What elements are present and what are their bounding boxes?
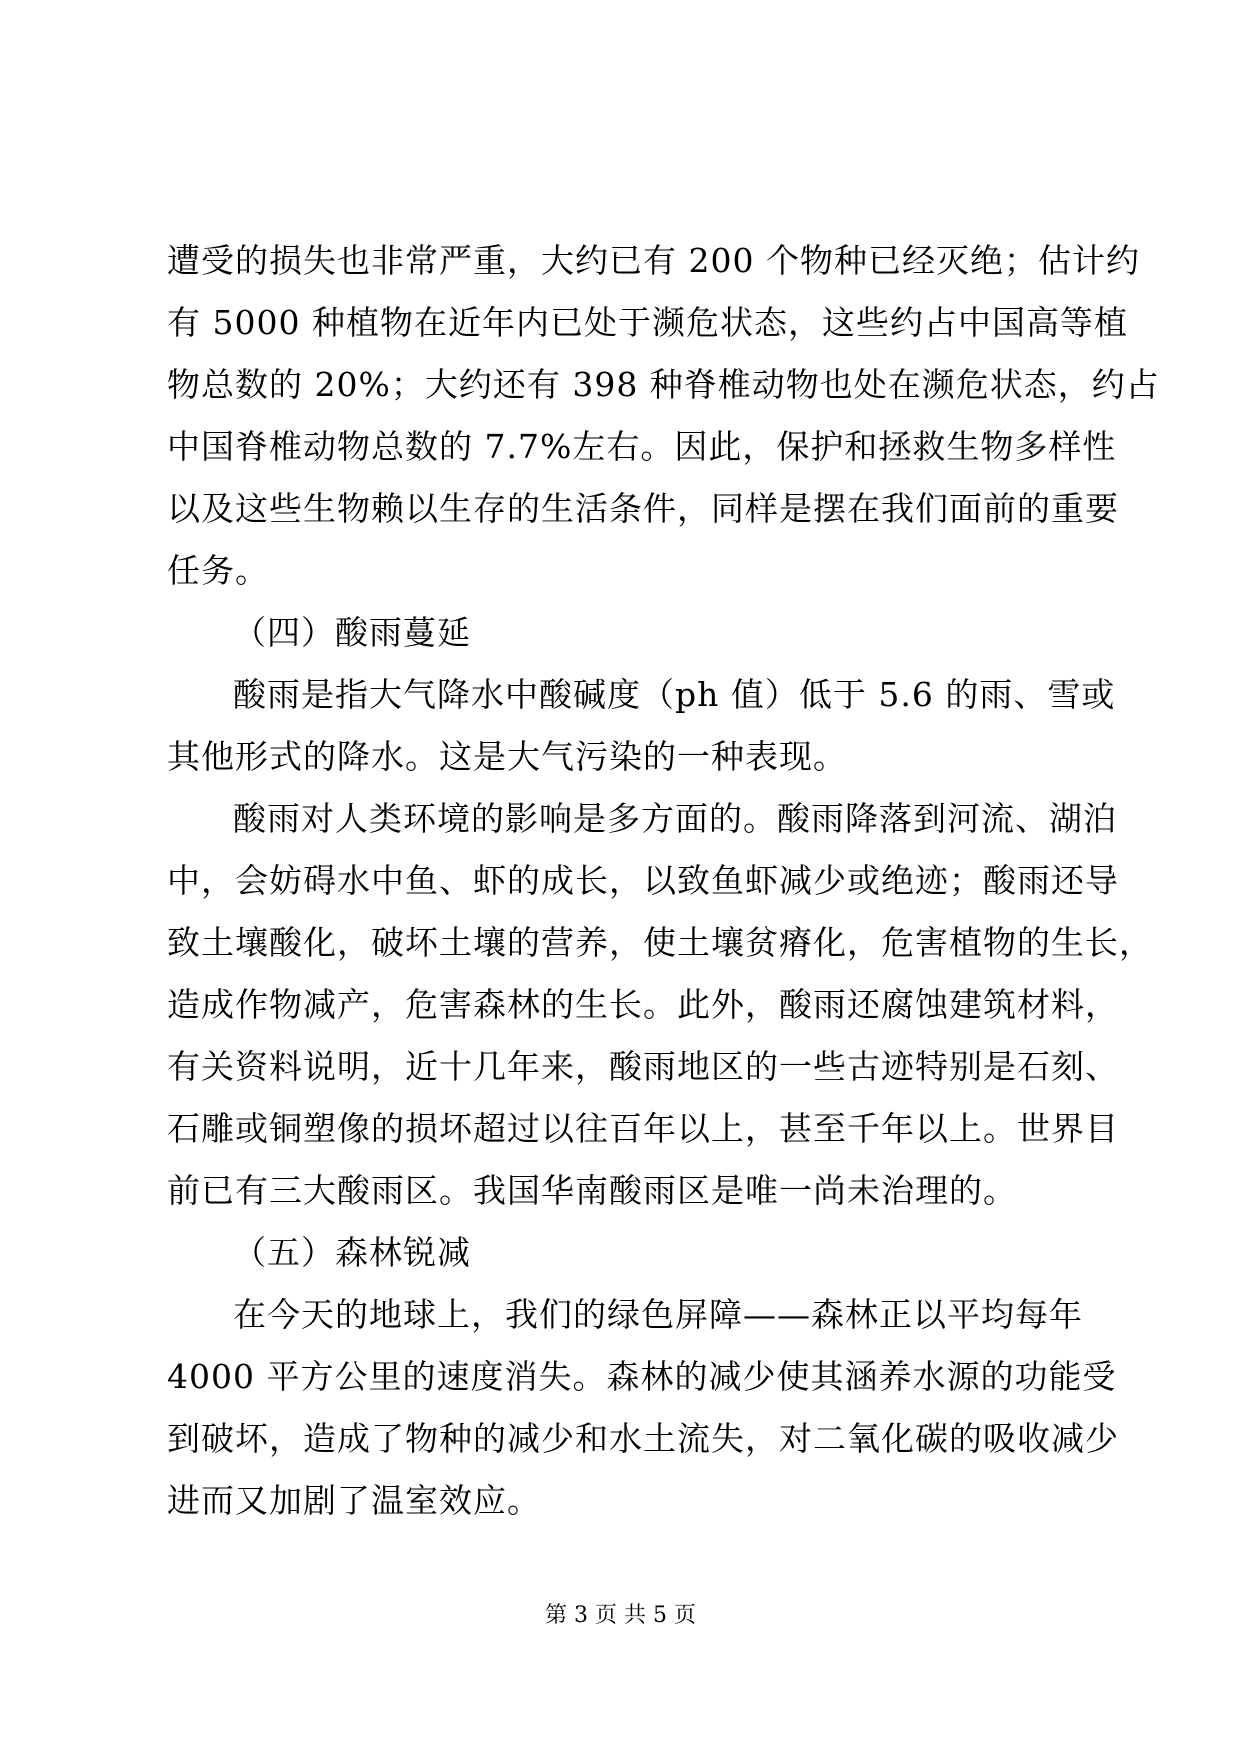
body-line: 到破坏，造成了物种的减少和水土流失，对二氧化碳的吸收减少: [167, 1419, 1119, 1458]
body-line: 造成作物减产，危害森林的生长。此外，酸雨还腐蚀建筑材料，: [167, 985, 1119, 1024]
body-line: 其他形式的降水。这是大气污染的一种表现。: [167, 737, 847, 776]
body-line: 物总数的 20%；大约还有 398 种脊椎动物也处在濒危状态，约占: [167, 365, 1160, 404]
body-line: 中国脊椎动物总数的 7.7%左右。因此，保护和拯救生物多样性: [167, 427, 1117, 466]
body-line: 致土壤酸化，破坏土壤的营养，使土壤贫瘠化，危害植物的生长，: [167, 923, 1153, 962]
section-heading: （五）森林锐减: [233, 1233, 471, 1272]
body-line: 酸雨对人类环境的影响是多方面的。酸雨降落到河流、湖泊: [233, 799, 1117, 838]
body-line: 有 5000 种植物在近年内已处于濒危状态，这些约占中国高等植: [167, 303, 1128, 342]
body-line: 4000 平方公里的速度消失。森林的减少使其涵养水源的功能受: [167, 1357, 1117, 1396]
body-line: 遭受的损失也非常严重，大约已有 200 个物种已经灭绝；估计约: [167, 241, 1140, 280]
body-line: 石雕或铜塑像的损坏超过以往百年以上，甚至千年以上。世界目: [167, 1109, 1119, 1148]
page-number-footer: 第 3 页 共 5 页: [545, 1603, 696, 1628]
body-line: 前已有三大酸雨区。我国华南酸雨区是唯一尚未治理的。: [167, 1171, 1017, 1210]
document-body: [167, 230, 1160, 1532]
body-line: 中，会妨碍水中鱼、虾的成长，以致鱼虾减少或绝迹；酸雨还导: [167, 861, 1119, 900]
body-line: 进而又加剧了温室效应。: [167, 1481, 541, 1520]
section-heading: （四）酸雨蔓延: [233, 613, 471, 652]
body-line: 以及这些生物赖以生存的生活条件，同样是摆在我们面前的重要: [167, 489, 1119, 528]
body-line: 在今天的地球上，我们的绿色屏障——森林正以平均每年: [233, 1295, 1083, 1334]
body-line: 酸雨是指大气降水中酸碱度（ph 值）低于 5.6 的雨、雪或: [233, 675, 1116, 714]
body-line: 有关资料说明，近十几年来，酸雨地区的一些古迹特别是石刻、: [167, 1047, 1119, 1086]
body-line: 任务。: [167, 551, 269, 590]
